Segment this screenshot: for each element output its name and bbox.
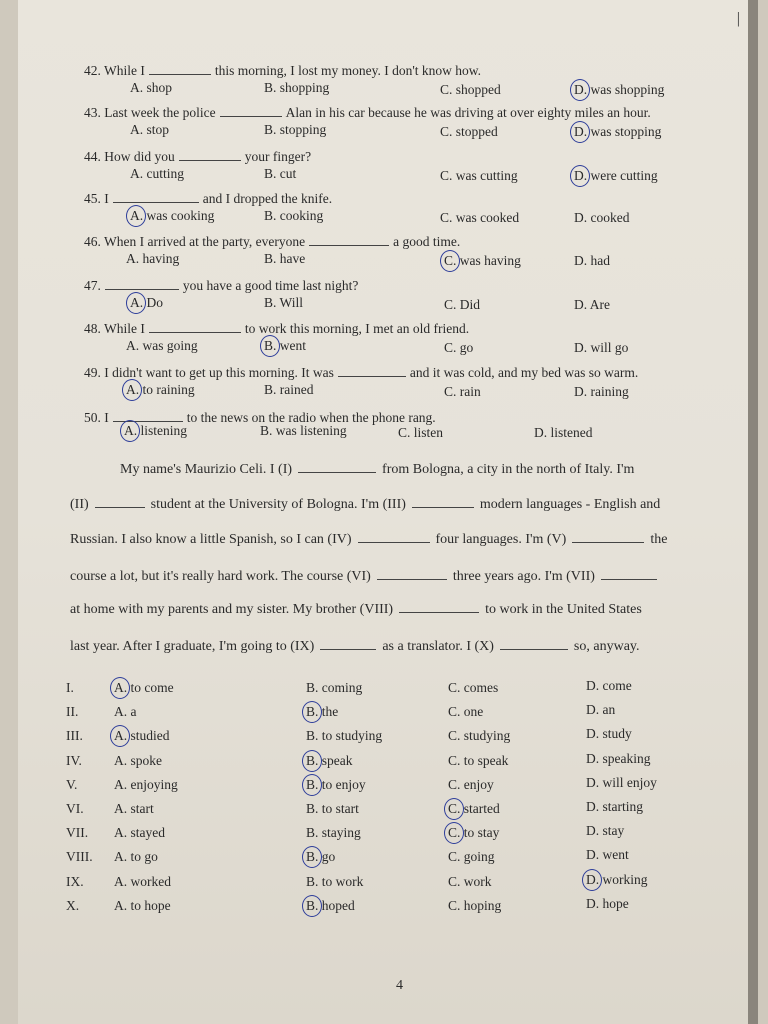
cloze-item-number: I. [66,680,74,695]
paragraph-text: at home with my parents and my sister. My brother (VIII) [70,602,394,617]
answer-option: D. had [574,253,610,268]
handwritten-circle-mark [110,677,130,699]
answer-option: A. was going [126,338,198,353]
question-text-before-blank: 43. Last week the police [84,105,216,120]
paragraph-blank [377,567,447,580]
answer-option: A. to raining [126,382,195,397]
cloze-option: C. to speak [448,752,509,768]
answer-option: A. Do [130,295,163,310]
cloze-option: B. to studying [306,728,383,744]
handwritten-circle-mark [570,121,590,143]
edge-mark: | [736,10,740,27]
paragraph-text: from Bologna, a city in the north of Italy. I'm [382,462,635,477]
handwritten-circle-mark [302,895,322,917]
answer-blank [149,320,241,333]
answer-option: C. was having [444,253,521,268]
question-text-after-blank: and I dropped the knife. [202,191,333,206]
question-text-after-blank: and it was cold, and my bed was so warm. [409,365,639,380]
question-text-after-blank: Alan in his car because he was driving at over eighty miles an hour. [285,105,651,120]
paragraph-text: as a translator. I (X) [382,639,494,654]
cloze-option: A. a [114,704,137,720]
answer-blank [113,190,199,203]
question-stem [84,148,311,165]
paragraph-blank [358,530,430,543]
answer-option: D. Are [574,297,610,312]
answer-option: C. go [444,340,474,355]
cloze-option: D. speaking [586,750,651,766]
cloze-option: D. stay [586,823,625,839]
question-text-before-blank: 49. I didn't want to get up this morning. It was [84,365,334,380]
answer-option: C. listen [398,425,444,440]
answer-option: C. was cooked [440,210,520,225]
cloze-option: D. come [586,678,632,693]
handwritten-circle-mark [570,79,590,101]
paragraph-text: student at the University of Bologna. I'm (III) [150,497,406,512]
answer-option: B. cut [264,166,297,181]
cloze-item-number: VI. [66,801,84,816]
cloze-option: C. started [448,801,500,816]
question-text-before-blank: 45. I [84,191,109,206]
cloze-option: B. go [306,849,336,865]
answer-option: D. were cutting [574,168,658,183]
question-text-after-blank: to the news on the radio when the phone rang. [186,410,436,425]
answer-option: A. cutting [130,166,184,181]
answer-option: B. stopping [264,122,327,137]
answer-option: B. was listening [260,423,347,438]
paragraph-blank [412,495,474,508]
cloze-option: B. to work [306,873,364,889]
question-stem [84,277,358,294]
answer-option: B. rained [264,382,314,397]
cloze-option: A. spoke [114,752,162,768]
cloze-option: A. enjoying [114,776,178,792]
page-edge [748,0,758,1024]
paragraph-line [70,530,712,548]
answer-option: C. rain [444,384,481,399]
cloze-option: B. hoped [306,897,355,913]
paragraph-blank [601,567,657,580]
paragraph-blank [500,637,568,650]
cloze-option: B. the [306,704,339,720]
worksheet-page [18,0,758,1024]
cloze-item-number: VIII. [66,849,93,865]
cloze-item-number: II. [66,704,79,720]
cloze-item-number: IV. [66,752,82,768]
question-text-before-blank: 46. When I arrived at the party, everyone [84,234,306,249]
answer-option: D. raining [574,384,629,399]
answer-option: B. went [264,338,306,353]
cloze-option: A. to hope [114,897,171,913]
cloze-option: A. stayed [114,825,165,841]
cloze-option: C. comes [448,680,499,695]
answer-option: B. have [264,251,306,266]
question-text-before-blank: 50. I [84,410,109,425]
cloze-option: B. to start [306,801,359,816]
cloze-option: D. starting [586,799,643,814]
cloze-option: D. will enjoy [586,774,657,790]
cloze-option: A. studied [114,728,170,744]
question-text-after-blank: a good time. [393,234,461,249]
cloze-option: C. enjoy [448,776,494,792]
answer-option: A. having [126,251,180,266]
cloze-option: B. staying [306,825,361,841]
question-text-before-blank: 42. While I [84,63,145,78]
paragraph-text: My name's Maurizio Celi. I (I) [120,462,293,477]
answer-option: B. shopping [264,80,330,95]
question-text-before-blank: 48. While I [84,321,145,336]
answer-blank [309,233,389,246]
answer-option: D. was shopping [574,82,665,97]
cloze-item-number: IX. [66,873,84,889]
cloze-option: A. start [114,801,154,816]
cloze-item-number: III. [66,728,83,744]
cloze-option: C. one [448,704,484,720]
paragraph-text: the [650,532,668,547]
cloze-option: C. to stay [448,825,500,841]
answer-blank [149,62,211,75]
paragraph-blank [572,530,644,543]
answer-option: D. was stopping [574,124,662,139]
cloze-option: D. working [586,871,648,887]
question-text-before-blank: 44. How did you [84,149,175,164]
question-stem [84,190,332,207]
paragraph-text: Russian. I also know a little Spanish, so I can (IV) [70,532,352,547]
answer-option: D. listened [534,425,593,440]
cloze-option: C. studying [448,728,511,744]
answer-option: B. Will [264,295,303,310]
cloze-option: D. study [586,726,632,742]
answer-option: A. stop [130,122,170,137]
answer-option: C. stopped [440,124,498,139]
handwritten-circle-mark [582,869,602,891]
cloze-option: B. coming [306,680,363,695]
paragraph-text: so, anyway. [573,639,640,654]
handwritten-circle-mark [302,774,322,796]
question-text-before-blank: 47. [84,278,101,293]
paragraph-text: to work in the United States [485,602,642,617]
handwritten-circle-mark [260,335,280,357]
handwritten-circle-mark [302,750,322,772]
paragraph-blank [95,495,145,508]
cloze-option: D. went [586,847,629,863]
question-stem [84,364,638,381]
answer-option: D. will go [574,340,629,355]
answer-blank [338,364,406,377]
cloze-option: C. going [448,849,495,865]
cloze-option: A. to go [114,849,158,865]
answer-blank [220,104,282,117]
question-stem [84,62,481,79]
cloze-item-number: V. [66,776,78,792]
answer-blank [105,277,179,290]
question-text-after-blank: your finger? [244,149,312,164]
answer-option: D. cooked [574,210,630,225]
handwritten-circle-mark [444,798,464,820]
answer-option: C. shopped [440,82,501,97]
answer-option: B. cooking [264,208,324,223]
paragraph-blank [298,460,376,473]
paragraph-text: last year. After I graduate, I'm going to (IX) [70,639,315,654]
cloze-option: D. hope [586,895,629,911]
question-text-after-blank: you have a good time last night? [182,278,359,293]
answer-blank [179,148,241,161]
question-text-after-blank: to work this morning, I met an old friend. [244,321,470,336]
cloze-option: C. work [448,873,492,889]
cloze-item-number: VII. [66,825,89,841]
cloze-option: A. to come [114,680,174,695]
paragraph-blank [320,637,376,650]
handwritten-circle-mark [126,292,146,314]
question-text-after-blank: this morning, I lost my money. I don't know how. [214,63,482,78]
handwritten-circle-mark [122,379,142,401]
paragraph-line [70,495,712,513]
cloze-option: D. an [586,702,616,718]
handwritten-circle-mark [120,420,140,442]
question-stem [84,104,651,121]
question-stem [84,233,460,250]
answer-option: C. Did [444,297,481,312]
paragraph-text: (II) [70,497,89,512]
paragraph-line [70,460,762,478]
answer-blank [113,409,183,422]
cloze-option: C. hoping [448,897,502,913]
handwritten-circle-mark [570,165,590,187]
paragraph-line [70,637,712,655]
answer-option: A. shop [130,80,173,95]
answer-option: C. was cutting [440,168,518,183]
cloze-option: B. to enjoy [306,776,366,792]
paragraph-text: course a lot, but it's really hard work. The course (VI) [70,569,371,584]
paragraph-blank [399,600,479,613]
cloze-item-number: X. [66,897,80,913]
paragraph-text: three years ago. I'm (VII) [452,569,595,584]
cloze-option: B. speak [306,752,353,768]
cloze-option: A. worked [114,873,171,889]
page-number: 4 [396,978,403,993]
paragraph-text: modern languages - English and [479,497,661,512]
handwritten-circle-mark [440,250,460,272]
paragraph-line [70,567,712,585]
question-stem [84,320,469,337]
paragraph-line [70,600,712,618]
answer-option: A. was cooking [130,208,215,223]
answer-option: A. listening [124,423,187,438]
paragraph-text: four languages. I'm (V) [435,532,567,547]
handwritten-circle-mark [126,205,146,227]
